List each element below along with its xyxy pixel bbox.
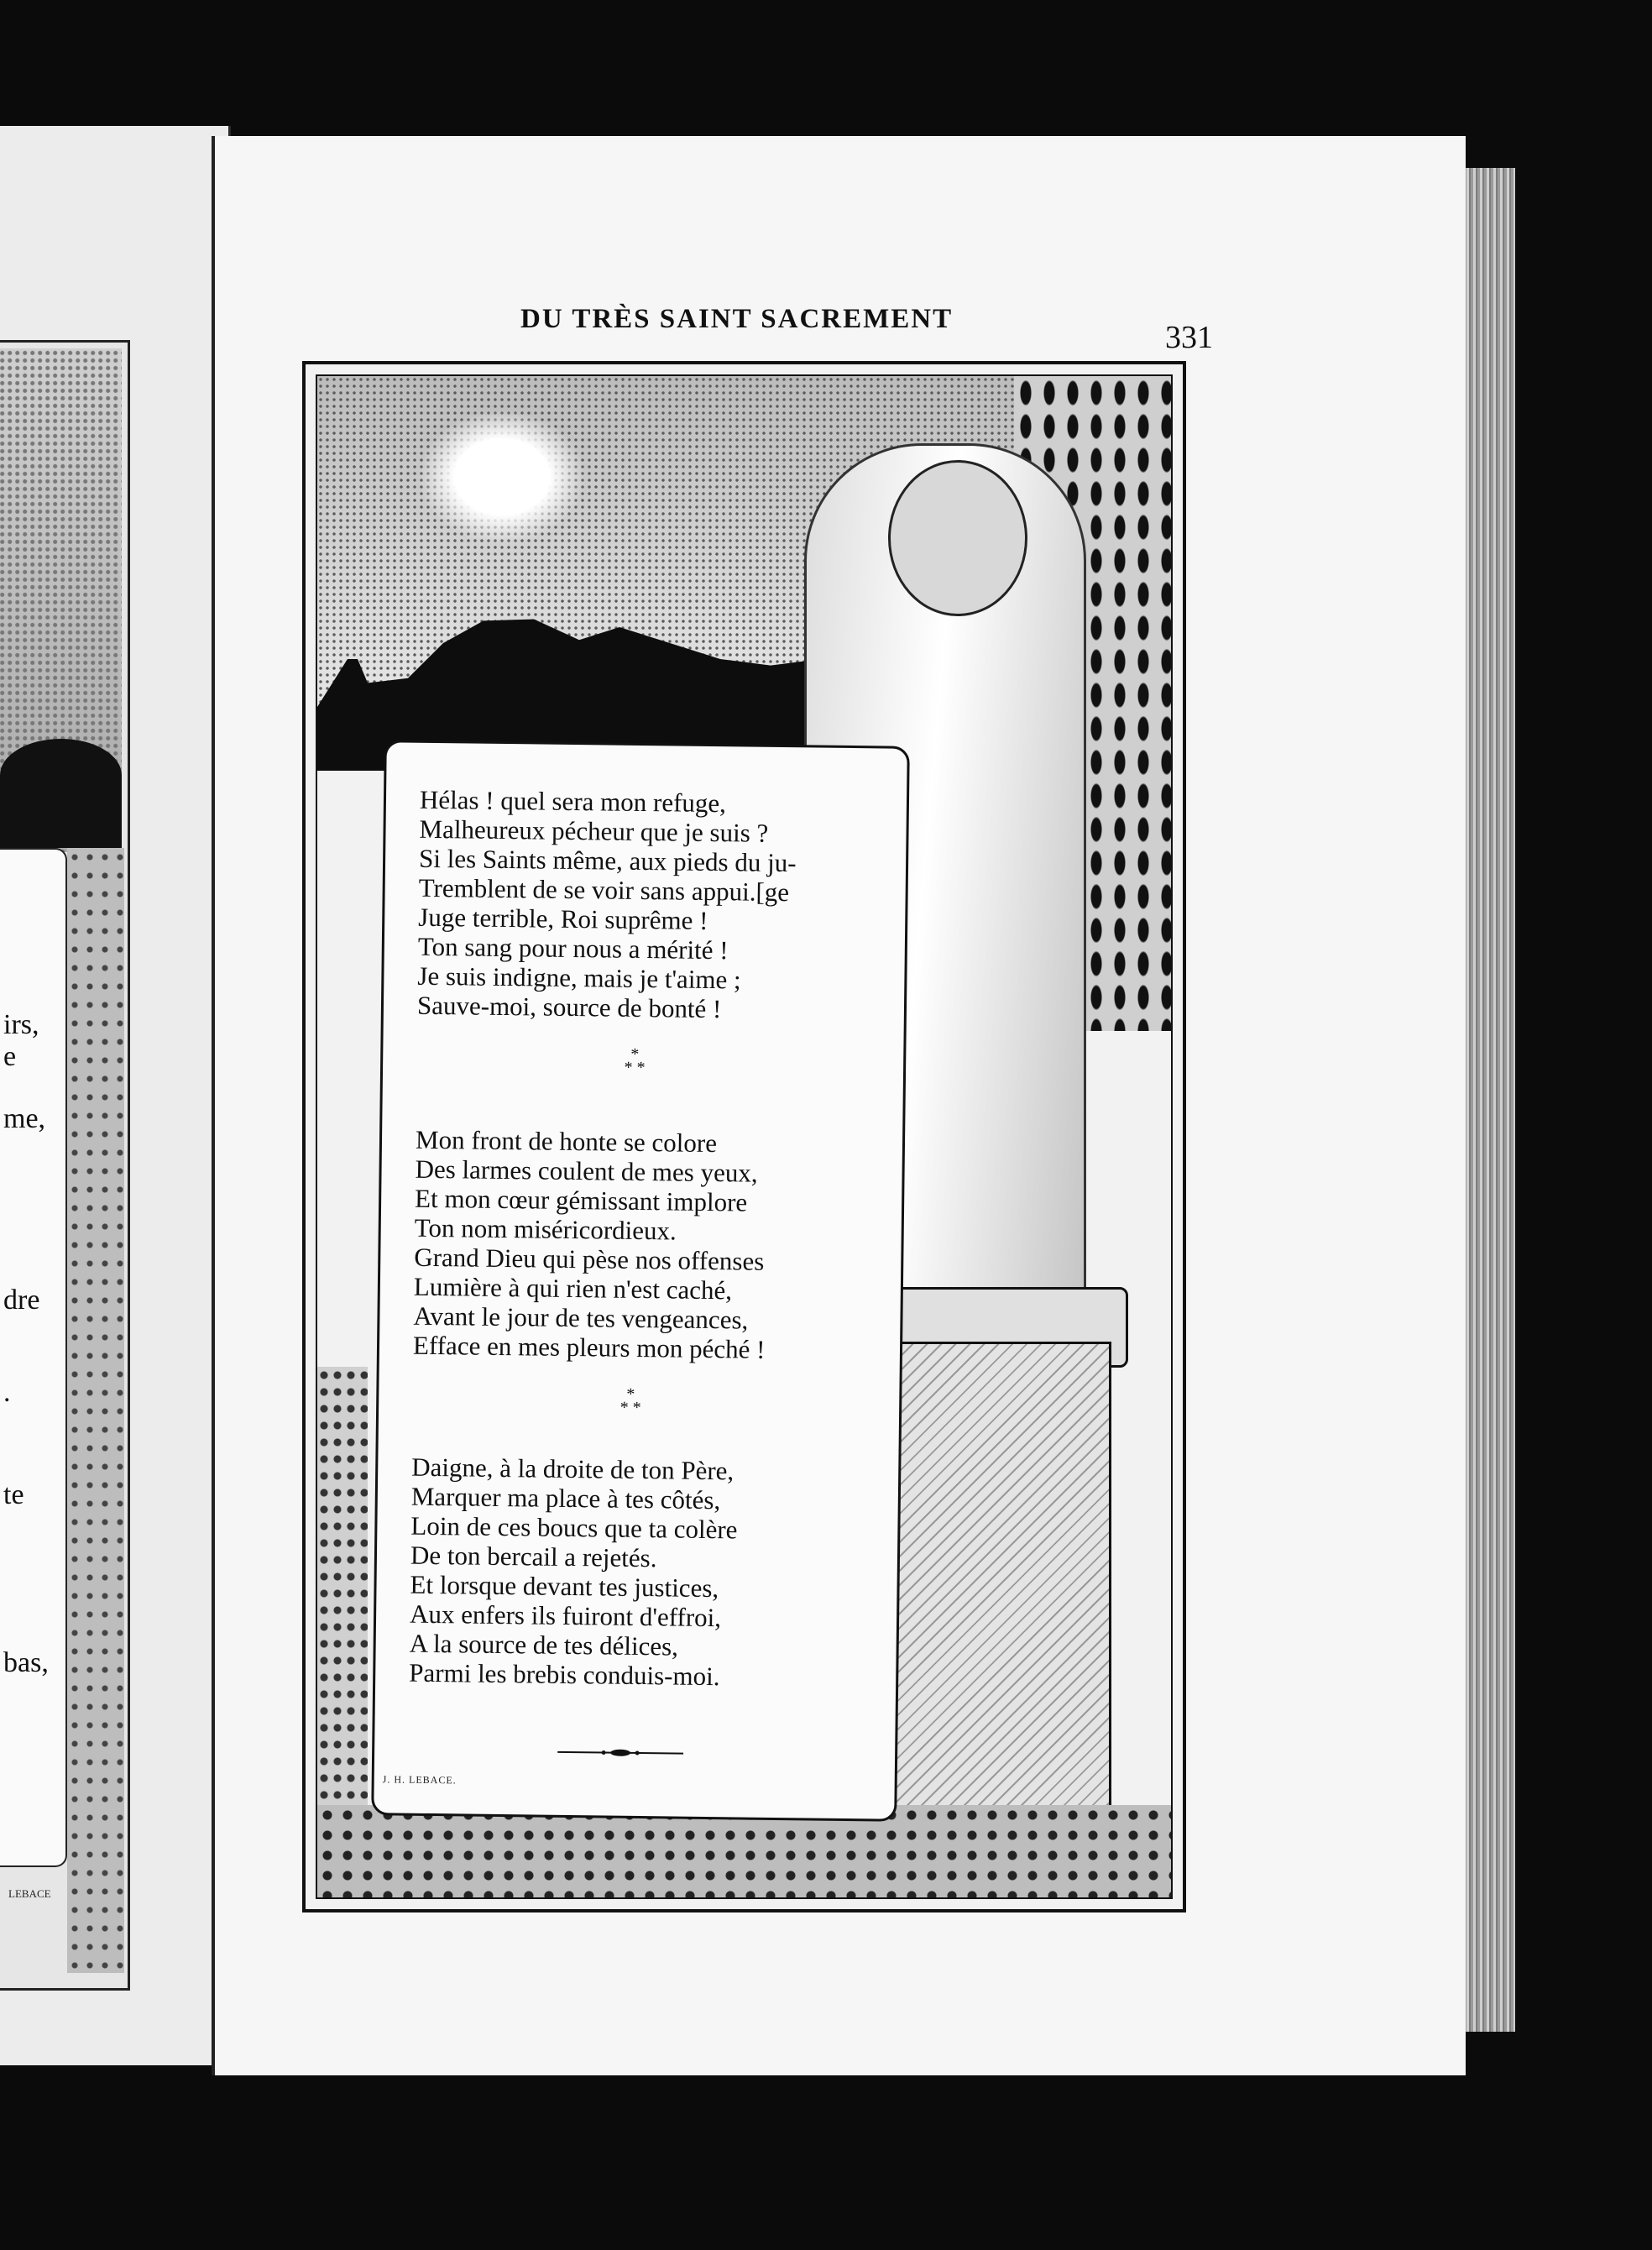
figure-head [888, 460, 1027, 616]
poem-text-panel [371, 740, 910, 1822]
poem-line: Et lorsque devant tes justices, [410, 1569, 719, 1604]
poem-line: Loin de ces boucs que ta colère [410, 1510, 738, 1545]
poem-line: Parmi les brebis conduis-moi. [409, 1657, 720, 1692]
angel-with-cross-illustration [418, 410, 586, 544]
vine-border-decoration [317, 1367, 368, 1837]
running-head: DU TRÈS SAINT SACREMENT [520, 304, 954, 334]
poem-line: Et mon cœur gémissant implore [414, 1183, 748, 1217]
poem-line: Sauve-moi, source de bonté ! [416, 990, 722, 1024]
poem-line: Avant le jour de tes vengeances, [413, 1300, 749, 1335]
facing-page-fragment: . [3, 1377, 11, 1408]
stanza-separator: * * * [620, 1384, 641, 1418]
poem-line: A la source de tes délices, [409, 1628, 679, 1661]
facing-page-fragment: e [3, 1041, 17, 1072]
poem-line: Tremblent de se voir sans appui.[ge [418, 872, 790, 908]
poem-line: Si les Saints même, aux pieds du ju- [418, 843, 797, 878]
facing-page-fragment: bas, [3, 1647, 49, 1678]
poem-line: Lumière à qui rien n'est caché, [413, 1271, 733, 1306]
poem-line: Daigne, à la droite de ton Père, [411, 1452, 735, 1486]
poem-line: Hélas ! quel sera mon refuge, [419, 784, 727, 819]
poem-line: Marquer ma place à tes côtés, [410, 1481, 721, 1515]
facing-page-fragment: dre [3, 1285, 40, 1316]
facing-page-text-panel [0, 848, 67, 1867]
facing-page-fragment: me, [3, 1103, 46, 1134]
facing-page-fragment: te [3, 1479, 24, 1510]
poem-line: Mon front de honte se colore [415, 1124, 718, 1159]
poem-line: De ton bercail a rejetés. [410, 1540, 657, 1573]
poem-line: Des larmes coulent de mes yeux, [415, 1154, 758, 1188]
stanza-3 [409, 1452, 738, 1692]
stanza-separator: * * * [624, 1044, 646, 1078]
facing-page-ornamental-border [67, 848, 124, 1973]
stanza-1 [417, 785, 797, 1024]
page-number: 331 [1165, 320, 1213, 355]
poem-line: Ton sang pour nous a mérité ! [417, 931, 729, 965]
stanza-2 [413, 1125, 768, 1364]
poem-line: Malheureux pécheur que je suis ? [419, 814, 769, 848]
facing-page-fragment: irs, [3, 1009, 39, 1040]
poem-line: Grand Dieu qui pèse nos offenses [414, 1242, 765, 1276]
poem-line: Aux enfers ils fuiront d'effroi, [409, 1599, 722, 1633]
poem-line: Juge terrible, Roi suprême ! [418, 902, 708, 935]
facing-page-hill-silhouette [0, 739, 122, 848]
tailpiece-ornament [557, 1748, 683, 1758]
poem-line: Ton nom miséricordieux. [414, 1212, 677, 1246]
engraver-signature: J. H. LEBACE. [382, 1773, 457, 1787]
facing-page [0, 126, 231, 2065]
poem-line: Efface en mes pleurs mon péché ! [412, 1330, 766, 1364]
facing-page-signature: LEBACE [8, 1887, 51, 1900]
poem-line: Je suis indigne, mais je t'aime ; [417, 960, 741, 995]
